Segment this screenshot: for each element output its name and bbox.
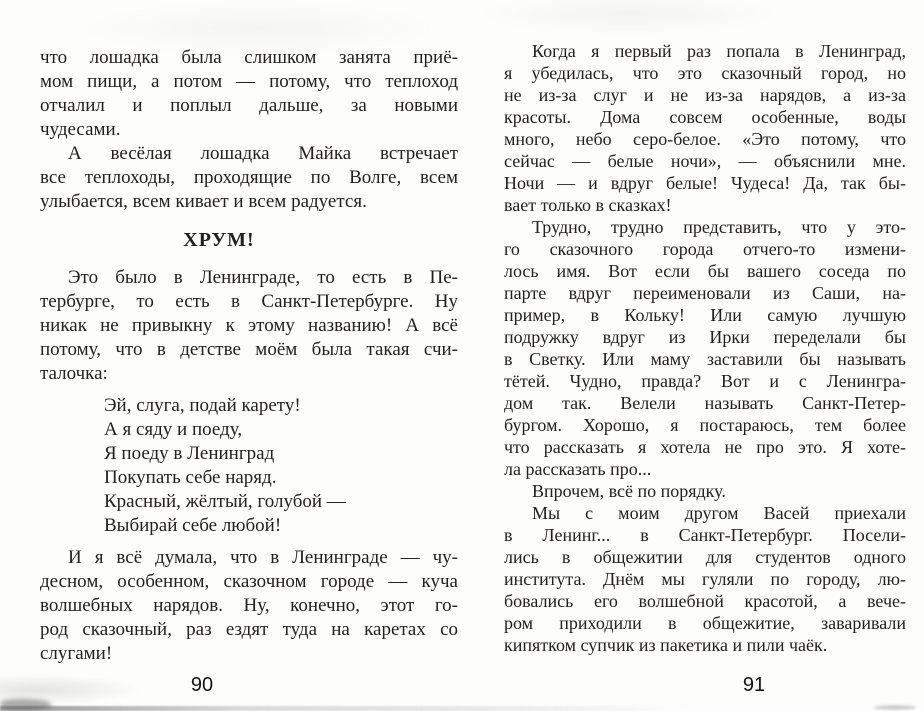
text-line: Впрочем, всё по порядку. (532, 481, 726, 501)
verse-line: Выбирай себе любой! (104, 515, 282, 536)
text-line: парте вдруг переименовали из Саши, на- (504, 283, 906, 303)
scan-blotch (0, 699, 52, 710)
page-number-right: 91 (742, 674, 766, 696)
paragraph (40, 546, 458, 666)
verse-line: Я поеду в Ленинград (104, 443, 275, 464)
paragraph (504, 502, 906, 656)
text-line: кипятком супчик из пакетика и пили чаёк. (504, 635, 828, 655)
text-line: десном, особенном, сказочном городе — куча (40, 571, 458, 592)
page-right-text (504, 40, 906, 656)
text-line: что рассказать я хотела не про это. Я хоте- (504, 437, 906, 457)
paragraph (504, 480, 906, 502)
text-line: Это было в Ленинграде, то есть в Пе- (68, 267, 458, 288)
text-line: все теплоходы, проходящие по Волге, всем (40, 167, 458, 188)
text-line: род сказочный, раз ездят туда на каретах со (40, 619, 458, 640)
text-line: бургом. Хорошо, я постараюсь, тем более (504, 415, 906, 435)
text-line: го сказочного города отчего-то измени- (504, 239, 906, 259)
text-line: в Светку. Или маму заставили бы называть (504, 349, 906, 369)
paragraph (504, 216, 906, 480)
verse-line: А я сяду и поеду, (104, 419, 243, 440)
paragraph (40, 266, 458, 386)
text-line: Когда я первый раз попала в Ленинград, (532, 41, 906, 61)
text-line: ла рассказать про... (504, 459, 652, 479)
verse-line: Покупать себе наряд. (104, 467, 277, 488)
verse-line: Эй, слуга, подай карету! (104, 395, 301, 416)
paragraph (40, 142, 458, 214)
text-line: Трудно, трудно представить, что у это- (532, 217, 906, 237)
text-line: улыбается, всем кивает и всем радуется. (40, 191, 367, 212)
page-left (40, 46, 458, 666)
text-line: талочка: (40, 363, 108, 384)
text-line: А весёлая лошадка Майка встречает (68, 143, 458, 164)
text-line: никак не привыкну к этому названию! А всё (40, 315, 458, 336)
paragraph (504, 40, 906, 216)
text-line: чудесами. (40, 119, 121, 140)
text-line: института. Днём мы гуляли по городу, лю- (504, 569, 906, 589)
text-line: я убедилась, что это сказочный город, но (504, 63, 906, 83)
text-line: слугами! (40, 643, 113, 664)
page-number-left: 90 (190, 674, 214, 696)
chapter-heading: ХРУМ! (183, 229, 255, 251)
text-line: дом так. Велели называть Санкт-Петер- (504, 393, 906, 413)
text-line: бовались его волшебной красотой, а вече- (504, 591, 906, 611)
text-line: тётей. Чудно, правда? Вот и с Ленингра- (504, 371, 906, 391)
text-line: волшебных нарядов. Ну, конечно, этот го- (40, 595, 458, 616)
text-line: что лошадка была слишком занята приё- (40, 47, 458, 68)
verse-line: Красный, жёлтый, голубой — (104, 491, 346, 512)
verse-block (40, 394, 458, 538)
text-line: пример, в Кольку! Или самую лучшую (504, 305, 906, 325)
page-left-text (40, 46, 458, 666)
scan-speck (874, 705, 916, 710)
text-line: красоты. Дома совсем особенные, воды (504, 107, 906, 127)
text-line: ром приходили в общежитие, заваривали (504, 613, 906, 633)
text-line: Мы с моим другом Васей приехали (532, 503, 906, 523)
text-line: вает только в сказках! (504, 195, 672, 215)
paragraph (40, 46, 458, 142)
text-line: лись в общежитии для студентов одного (504, 547, 906, 567)
text-line: сейчас — белые ночи», — объяснили мне. (504, 151, 906, 171)
scan-edge-shadow (0, 706, 690, 711)
text-line: отчалил и поплыл дальше, за новыми (40, 95, 458, 116)
text-line: тербурге, то есть в Санкт-Петербурге. Ну (40, 291, 458, 312)
text-line: не из-за слуг и не из-за нарядов, а из-за (504, 85, 906, 105)
text-line: подружку вдруг из Ирки переделали бы (504, 327, 906, 347)
text-line: Ночи — и вдруг белые! Чудеса! Да, так бы- (504, 173, 906, 193)
text-line: в Ленинг... в Санкт-Петербург. Посели- (504, 525, 906, 545)
text-line: много, небо серо-белое. «Это потому, что (504, 129, 906, 149)
text-line: лось имя. Вот если бы вашего соседа по (504, 261, 906, 281)
text-line: мом пищи, а потом — потому, что теплоход (40, 71, 458, 92)
page-right (504, 40, 906, 656)
text-line: потому, что в детстве моём была такая счи- (40, 339, 458, 360)
text-line: И я всё думала, что в Ленинграде — чу- (68, 547, 458, 568)
